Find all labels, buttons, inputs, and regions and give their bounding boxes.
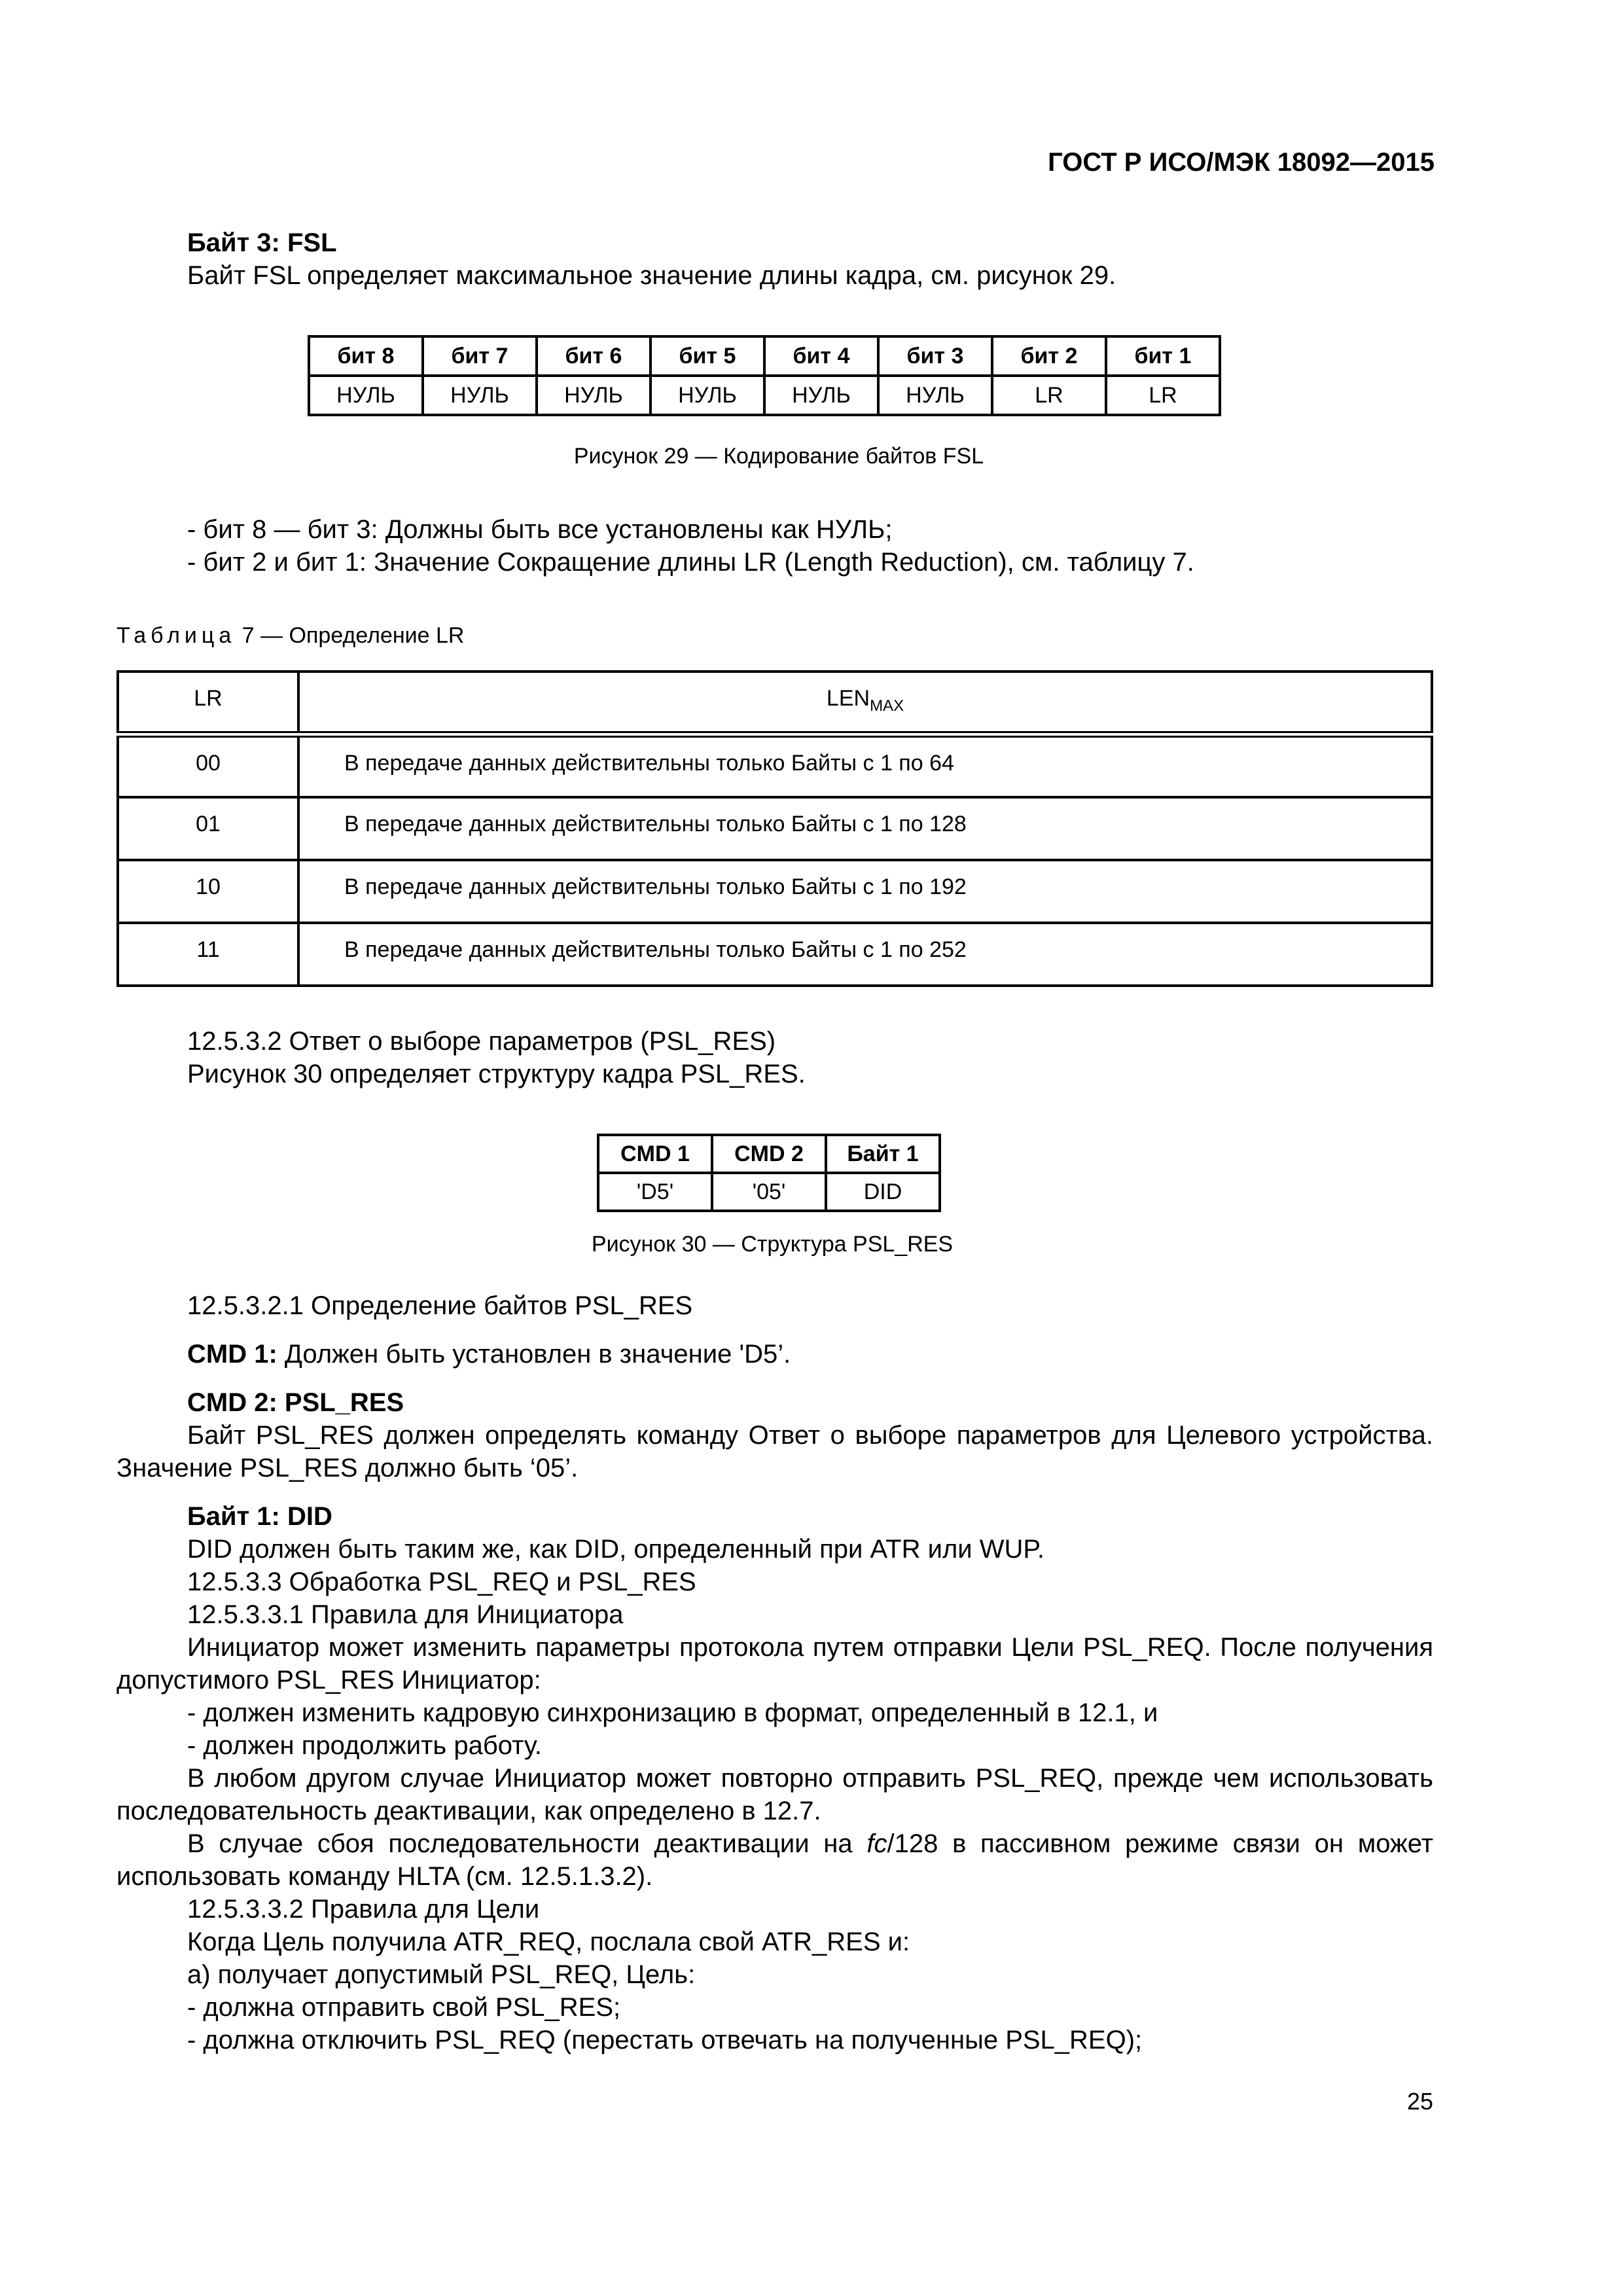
failure-text-italic: fc	[866, 1829, 887, 1858]
table-7-title	[116, 622, 464, 649]
byte1-heading: Байт 1: DID	[187, 1502, 332, 1531]
bit-header: бит 1	[1106, 336, 1220, 376]
bit-value: НУЛЬ	[764, 376, 878, 415]
table-7-text-cell: В передаче данных действительны только Байты с 1 по 64	[298, 734, 1432, 797]
failure-text	[116, 1827, 1433, 1893]
target-rules-title: 12.5.3.3.2 Правила для Цели	[187, 1895, 540, 1924]
len-label: LEN	[826, 686, 870, 711]
bit-value: НУЛЬ	[878, 376, 992, 415]
bit-value: НУЛЬ	[423, 376, 537, 415]
psl-res-intro: Рисунок 30 определяет структуру кадра PSL_RES.	[187, 1060, 806, 1088]
fsl-heading: Байт 3: FSL	[187, 228, 337, 257]
psl-res-value: 'D5'	[598, 1173, 712, 1211]
cmd1-paragraph	[187, 1338, 791, 1371]
table-7-header-lr: LR	[118, 672, 298, 734]
page-number: 25	[1406, 2088, 1433, 2115]
psl-res-subsection-title: 12.5.3.2.1 Определение байтов PSL_RES	[187, 1291, 693, 1320]
table-row	[118, 797, 1432, 860]
psl-res-value: '05'	[712, 1173, 826, 1211]
fsl-intro: Байт FSL определяет максимальное значение длины кадра, см. рисунок 29.	[187, 261, 1116, 290]
bit-value: LR	[1106, 376, 1220, 415]
cmd2-heading: CMD 2: PSL_RES	[187, 1388, 404, 1417]
table-7-lr-cell: 00	[118, 734, 298, 797]
bit-header: бит 4	[764, 336, 878, 376]
table-7	[116, 670, 1433, 987]
target-list-item: - должна отключить PSL_REQ (перестать отвечать на полученные PSL_REQ);	[187, 2026, 1143, 2054]
psl-res-header: CMD 2	[712, 1135, 826, 1173]
psl-res-value: DID	[826, 1173, 940, 1211]
table-7-header-len	[298, 672, 1432, 734]
bit-header: бит 2	[992, 336, 1106, 376]
target-list-item: - должна отправить свой PSL_RES;	[187, 1993, 621, 2022]
bit-value: НУЛЬ	[651, 376, 764, 415]
psl-res-structure-table	[597, 1134, 941, 1212]
bit-header: бит 8	[309, 336, 423, 376]
cmd2-text: Байт PSL_RES должен определять команду Ответ о выборе параметров для Целевого устройства. Значение PSL_RES должно быть ‘05’.	[116, 1421, 1433, 1482]
bit-header: бит 3	[878, 336, 992, 376]
initiator-list-item: - должен изменить кадровую синхронизацию в формат, определенный в 12.1, и	[187, 1698, 1158, 1727]
bit-value: НУЛЬ	[537, 376, 651, 415]
table-7-title-word: Таблица	[116, 623, 236, 648]
table-7-lr-cell: 01	[118, 797, 298, 860]
fsl-list-item: - бит 8 — бит 3: Должны быть все установлены как НУЛЬ;	[187, 515, 893, 544]
bit-header: бит 5	[651, 336, 764, 376]
figure-29-caption: Рисунок 29 — Кодирование байтов FSL	[573, 444, 984, 469]
initiator-list-item: - должен продолжить работу.	[187, 1731, 543, 1760]
table-7-text-cell: В передаче данных действительны только Байты с 1 по 128	[298, 797, 1432, 860]
table-7-text-cell: В передаче данных действительны только Байты с 1 по 192	[298, 860, 1432, 923]
psl-res-section-title: 12.5.3.2 Ответ о выборе параметров (PSL_RES)	[187, 1027, 776, 1056]
figure-30-caption: Рисунок 30 — Структура PSL_RES	[591, 1232, 954, 1257]
target-case-a: а) получает допустимый PSL_REQ, Цель:	[187, 1960, 696, 1989]
len-subscript: MAX	[870, 697, 904, 715]
bit-header: бит 7	[423, 336, 537, 376]
initiator-rules-title: 12.5.3.3.1 Правила для Инициатора	[187, 1600, 624, 1629]
cmd1-label: CMD 1:	[187, 1340, 277, 1369]
table-row	[118, 923, 1432, 986]
bit-value: НУЛЬ	[309, 376, 423, 415]
failure-text-end: /128 в пассивном режиме связи он может использовать команду HLTA (см. 12.5.1.3.2).	[116, 1829, 1434, 1891]
bit-header: бит 6	[537, 336, 651, 376]
bit-value: LR	[992, 376, 1106, 415]
processing-section-title: 12.5.3.3 Обработка PSL_REQ и PSL_RES	[187, 1568, 696, 1596]
failure-text-start: В случае сбоя последовательности деактивации на	[187, 1829, 867, 1858]
table-row	[118, 734, 1432, 797]
table-7-title-rest: 7 — Определение LR	[236, 623, 465, 648]
fsl-bit-table	[308, 335, 1221, 416]
table-7-text-cell: В передаче данных действительны только Байты с 1 по 252	[298, 923, 1432, 986]
initiator-rules-text: Инициатор может изменить параметры протокола путем отправки Цели PSL_REQ. После получения допустимого PSL_RES Инициатор:	[116, 1633, 1433, 1695]
table-7-lr-cell: 10	[118, 860, 298, 923]
table-row	[118, 860, 1432, 923]
psl-res-header: Байт 1	[826, 1135, 940, 1173]
fsl-list-item: - бит 2 и бит 1: Значение Сокращение длины LR (Length Reduction), см. таблицу 7.	[187, 548, 1194, 577]
other-case-text: В любом другом случае Инициатор может повторно отправить PSL_REQ, прежде чем использовать последовательность деактивации, как определено в 12.7.	[116, 1764, 1433, 1825]
target-rules-text: Когда Цель получила ATR_REQ, послала свой ATR_RES и:	[187, 1928, 910, 1956]
document-header: ГОСТ Р ИСО/МЭК 18092—2015	[1048, 148, 1435, 177]
table-7-lr-cell: 11	[118, 923, 298, 986]
psl-res-header: CMD 1	[598, 1135, 712, 1173]
cmd1-text: Должен быть установлен в значение 'D5’.	[277, 1340, 791, 1369]
byte1-text: DID должен быть таким же, как DID, определенный при ATR или WUP.	[187, 1535, 1045, 1564]
